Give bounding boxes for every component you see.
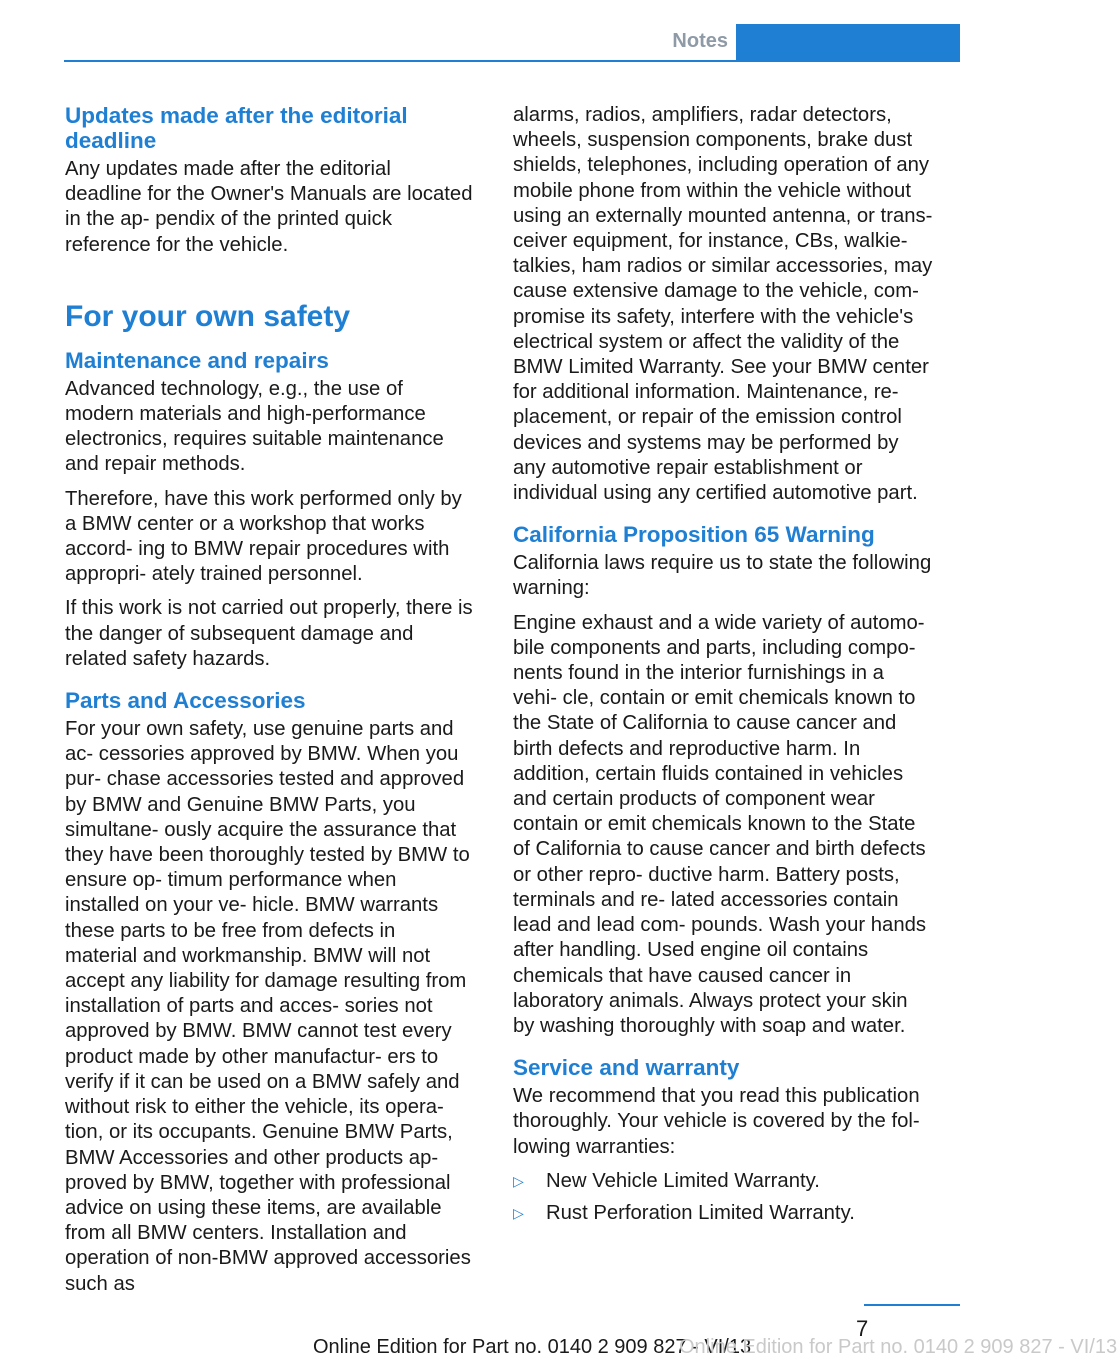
section-title: Notes bbox=[672, 30, 728, 52]
updates-heading: Updates made after the editorial deadline bbox=[65, 103, 408, 153]
maintenance-paragraph: If this work is not carried out properly, there is the danger of subsequent damage and related safety hazards. bbox=[65, 597, 473, 670]
maintenance-heading: Maintenance and repairs bbox=[65, 347, 329, 373]
triangle-bullet-icon: ▷ bbox=[513, 1204, 524, 1221]
warranty-item-label: Rust Perforation Limited Warranty. bbox=[546, 1201, 855, 1224]
prop65-paragraph: California laws require us to state the following warning: bbox=[513, 552, 932, 600]
list-item bbox=[513, 1201, 933, 1226]
maintenance-paragraph: Therefore, have this work performed only by a BMW center or a workshop that works accord‐ ing to BMW repair procedures with appropri‐ ately trained personnel. bbox=[65, 487, 462, 586]
triangle-bullet-icon: ▷ bbox=[513, 1172, 524, 1189]
service-heading: Service and warranty bbox=[513, 1055, 740, 1081]
maintenance-paragraph: Advanced technology, e.g., the use of modern materials and high-performance electronics, requires suitable maintenance and repair methods. bbox=[65, 377, 444, 476]
safety-heading: For your own safety bbox=[65, 299, 351, 333]
page-number: 7 bbox=[856, 1316, 869, 1341]
watermark: Online Edition for Part no. 0140 2 909 827 - VI/13 bbox=[679, 1336, 1117, 1358]
service-text: We recommend that you read this publication thoroughly. Your vehicle is covered by the fol‐ lowing warranties: bbox=[513, 1085, 920, 1158]
parts-heading: Parts and Accessories bbox=[65, 688, 306, 714]
edition-footer: Online Edition for Part no. 0140 2 909 827 - VI/13 bbox=[313, 1336, 752, 1358]
warranty-item-label: New Vehicle Limited Warranty. bbox=[546, 1169, 820, 1192]
right-column bbox=[513, 103, 933, 1233]
left-column bbox=[65, 103, 473, 1306]
footer-rule bbox=[864, 1304, 960, 1306]
prop65-heading: California Proposition 65 Warning bbox=[513, 522, 875, 548]
parts-text: For your own safety, use genuine parts and ac‐ cessories approved by BMW. When you pur‐ chase accessories tested and approved by BMW and Genuine BMW Parts, you simultane‐ ously acquire the assurance that they have been thoroughly tested by BMW to ensure op‐ timum performance when installed on your ve‐ hicle. BMW warrants these parts to be free from defects in material and workmanship. BMW will not accept any liability for damage resulting from installation of parts and acces‐ sories not approved by BMW. BMW cannot test every product made by other manufactur‐ ers to verify if it can be used on a BMW safely and without risk to either the vehicle, its opera‐ tion, or its occupants. Genuine BMW Parts, BMW Accessories and other products ap‐ proved by BMW, together with professional advice on using these items, are available from all BMW centers. Installation and operation of non-BMW approved accessories such as bbox=[65, 718, 471, 1295]
warranty-list bbox=[513, 1169, 933, 1226]
list-item bbox=[513, 1169, 933, 1194]
prop65-paragraph: Engine exhaust and a wide variety of automo‐ bile components and parts, including compo‐ nents found in the interior furnishings in a vehi‐ cle, contain or emit chemicals known to the State of California to cause cancer and birth defects and reproductive harm. In addition, certain fluids contained in vehicles and certain products of component wear contain or emit chemicals known to the State of California to cause cancer and birth defects or other repro‐ ductive harm. Battery posts, terminals and re‐ lated accessories contain lead and lead com‐ pounds. Wash your hands after handling. Used engine oil contains chemicals that have caused cancer in laboratory animals. Always protect your skin by washing thoroughly with soap and water. bbox=[513, 611, 927, 1037]
updates-text: Any updates made after the editorial deadline for the Owner's Manuals are located in the ap‐ pendix of the printed quick reference for the vehicle. bbox=[65, 158, 473, 256]
header-tab-block bbox=[736, 24, 960, 61]
parts-continued-text: alarms, radios, amplifiers, radar detectors, wheels, suspension components, brake dust shields, telephones, including operation of any mobile phone from within the vehicle without using an externally mounted antenna, or trans‐ ceiver equipment, for instance, CBs, walkie- talkies, ham radios or similar accessories, may cause extensive damage to the vehicle, com‐ promise its safety, interfere with the vehicle's electrical system or affect the validity of the BMW Limited Warranty. See your BMW center for additional information. Maintenance, re‐ placement, or repair of the emission control devices and systems may be performed by any automotive repair establishment or individual using any certified automotive part. bbox=[513, 104, 933, 505]
